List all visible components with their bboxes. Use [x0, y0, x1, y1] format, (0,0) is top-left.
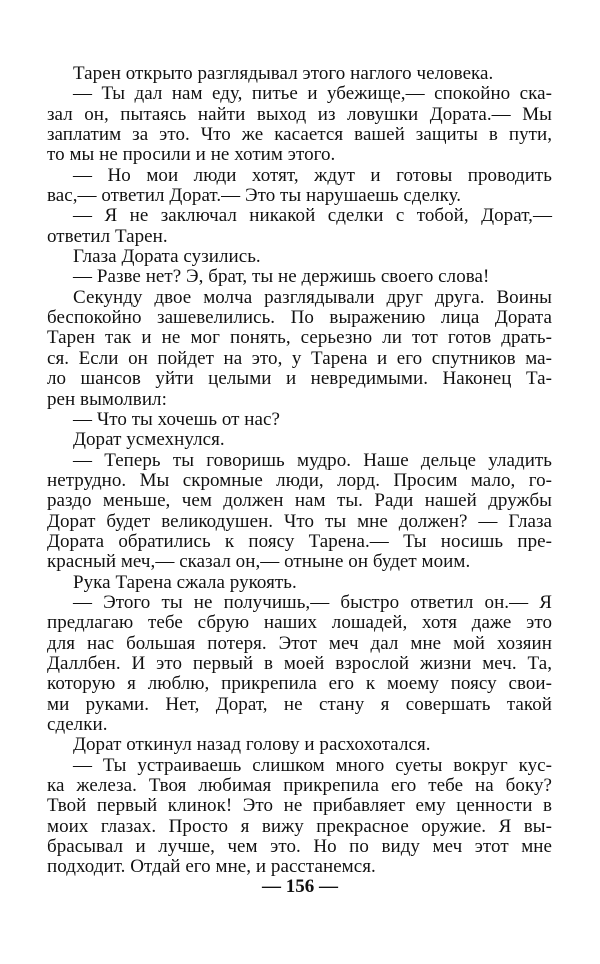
text-line: — Что ты хочешь от нас? — [73, 408, 280, 430]
text-line: раздо меньше, чем должен нам ты. Ради нашей дружбы — [47, 490, 552, 512]
text-line: предлагаю тебе сбрую наших лошадей, хотя даже это — [47, 612, 552, 634]
text-line: Твой первый клинок! Это не прибавляет ему ценности в — [47, 795, 552, 817]
text-line: Дорат откинул назад голову и расхохотался. — [73, 734, 431, 756]
text-line: брасывал и лучше, чем это. Но по виду меч этот мне — [47, 836, 552, 858]
text-line: вас,— ответил Дорат.— Это ты нарушаешь сделку. — [47, 185, 462, 207]
text-line: красный меч,— сказал он,— отныне он будет моим. — [47, 551, 471, 573]
text-line: сделки. — [47, 714, 108, 735]
text-line: Дорат усмехнулся. — [73, 429, 225, 451]
text-line: Тарен так и не мог понять, серьезно ли тот готов драть- — [47, 327, 552, 349]
text-line: ми руками. Нет, Дорат, не стану я совершать такой — [47, 693, 552, 715]
text-line: беспокойно зашевелились. По выражению лица Дората — [47, 307, 552, 329]
text-line: Даллбен. И это первый в моей взрослой жизни меч. Та, — [47, 652, 552, 674]
text-line: Рука Тарена сжала рукоять. — [73, 571, 297, 593]
text-line: Дорат будет великодушен. Что ты мне должен? — Глаза — [47, 510, 552, 532]
text-line: которую я люблю, прикрепила его к моему поясу свои- — [47, 673, 552, 695]
text-line: Дората обратились к поясу Тарена.— Ты носишь пре- — [47, 530, 552, 552]
text-line: — Ты дал нам еду, питье и убежище,— спокойно ска- — [73, 83, 552, 105]
text-line: — Я не заключал никакой сделки с тобой, Дорат,— — [73, 205, 552, 227]
text-line: — Теперь ты говоришь мудро. Наше дельце уладить — [73, 449, 552, 471]
text-line: — Но мои люди хотят, ждут и готовы проводить — [73, 164, 552, 186]
text-line: ответил Тарен. — [47, 225, 168, 247]
text-line: моих глазах. Просто я вижу прекрасное оружие. Я вы- — [47, 815, 552, 837]
text-line: для нас большая потеря. Этот меч дал мне мой хозяин — [47, 632, 552, 654]
text-line: Секунду двое молча разглядывали друг друга. Воины — [73, 286, 552, 308]
text-line: — Разве нет? Э, брат, ты не держишь своего слова! — [73, 266, 490, 288]
text-line: нетрудно. Мы скромные люди, лорд. Просим мало, го- — [47, 469, 552, 491]
text-line: Тарен открыто разглядывал этого наглого человека. — [73, 63, 494, 84]
text-line: то мы не просили и не хотим этого. — [47, 144, 336, 166]
page-number: — 156 — — [262, 876, 338, 897]
text-line: заплатим за это. Что же касается вашей защиты в пути, — [47, 124, 552, 146]
text-line: зал он, пытаясь найти выход из ловушки Дората.— Мы — [47, 103, 552, 125]
text-line: ся. Если он пойдет на это, у Тарена и его спутников ма- — [47, 347, 552, 369]
text-line: подходит. Отдай его мне, и расстанемся. — [47, 856, 376, 878]
text-line: — Ты устраиваешь слишком много суеты вокруг кус- — [73, 754, 552, 776]
body-text — [47, 64, 552, 878]
text-line: рен вымолвил: — [47, 388, 167, 410]
text-line: ка железа. Твоя любимая прикрепила его тебе на боку? — [47, 775, 552, 797]
text-line: — Этого ты не получишь,— быстро ответил он.— Я — [73, 591, 552, 613]
text-line: Глаза Дората сузились. — [73, 246, 261, 268]
text-line: ло шансов уйти целыми и невредимыми. Наконец Та- — [47, 368, 552, 390]
